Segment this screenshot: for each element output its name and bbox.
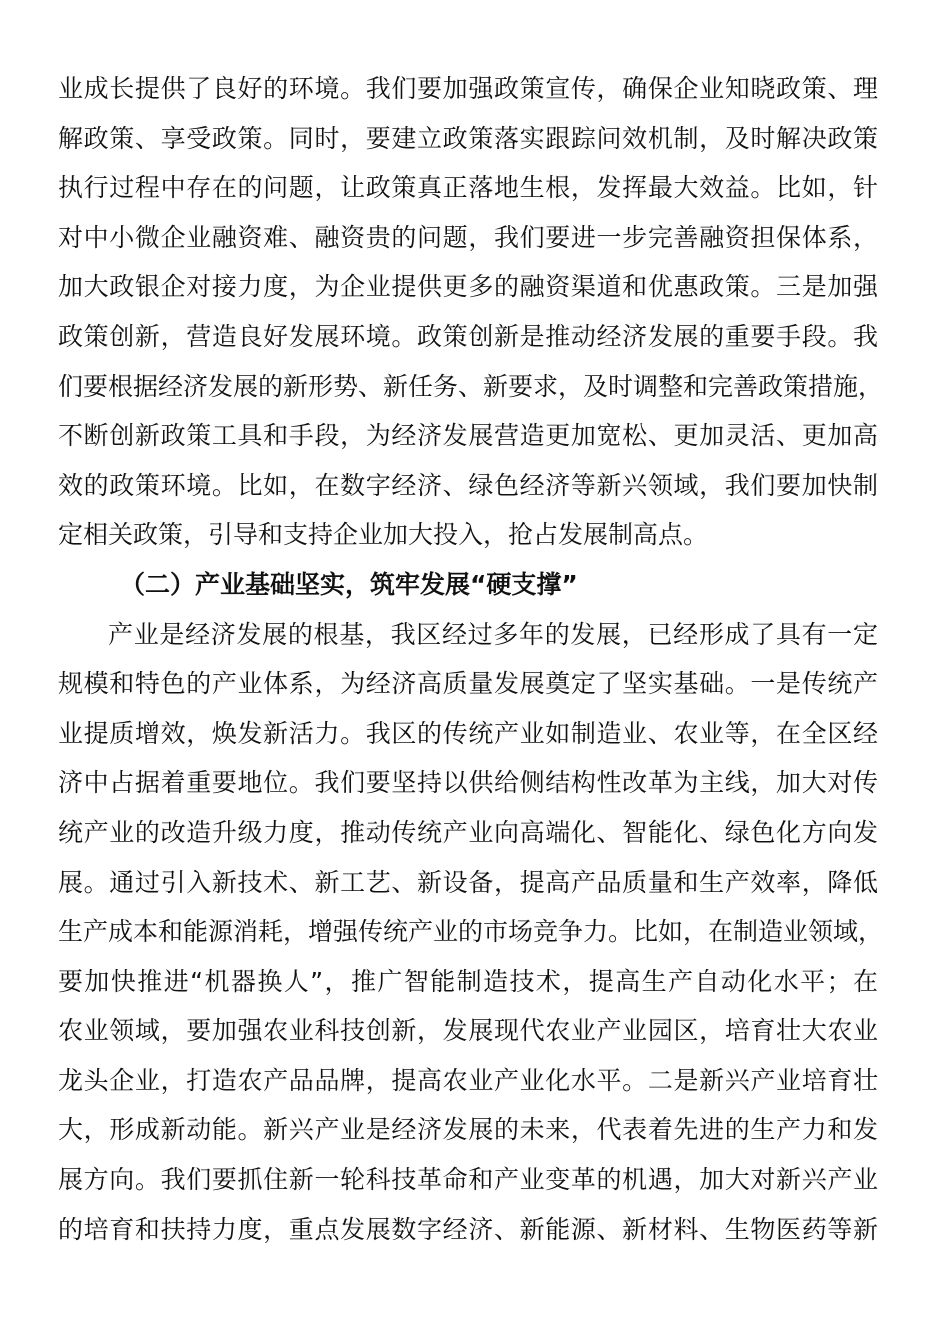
text-line: 统产业的改造升级力度，推动传统产业向高端化、智能化、绿色化方向发 <box>58 817 878 847</box>
text-line: 效的政策环境。比如，在数字经济、绿色经济等新兴领域，我们要加快制 <box>58 470 878 500</box>
text-line: 们要根据经济发展的新形势、新任务、新要求，及时调整和完善政策措施， <box>58 371 884 401</box>
text-line: 的培育和扶持力度，重点发展数字经济、新能源、新材料、生物医药等新 <box>58 1214 878 1244</box>
section-heading: （二）产业基础坚实，筑牢发展“硬支撑” <box>120 569 578 599</box>
text-line: 产业是经济发展的根基，我区经过多年的发展，已经形成了具有一定 <box>108 619 878 649</box>
text-line: 执行过程中存在的问题，让政策真正落地生根，发挥最大效益。比如，针 <box>58 173 878 203</box>
text-line: 龙头企业，打造农产品品牌，提高农业产业化水平。二是新兴产业培育壮 <box>58 1065 878 1095</box>
text-line: 业成长提供了良好的环境。我们要加强政策宣传，确保企业知晓政策、理 <box>58 74 878 103</box>
text-line: 农业领域，要加强农业科技创新，发展现代农业产业园区，培育壮大农业 <box>58 1016 878 1046</box>
text-line: 不断创新政策工具和手段，为经济发展营造更加宽松、更加灵活、更加高 <box>58 421 878 451</box>
document-body <box>58 64 884 1254</box>
text-line: 济中占据着重要地位。我们要坚持以供给侧结构性改革为主线，加大对传 <box>58 768 878 798</box>
text-line: 业提质增效，焕发新活力。我区的传统产业如制造业、农业等，在全区经 <box>58 718 878 748</box>
text-line: 对中小微企业融资难、融资贵的问题，我们要进一步完善融资担保体系， <box>58 222 878 252</box>
text-line: 大，形成新动能。新兴产业是经济发展的未来，代表着先进的生产力和发 <box>58 1115 878 1145</box>
text-line: 要加快推进“机器换人”，推广智能制造技术，提高生产自动化水平；在 <box>58 966 878 996</box>
text-line: 定相关政策，引导和支持企业加大投入，抢占发展制高点。 <box>58 520 709 550</box>
text-line: 加大政银企对接力度，为企业提供更多的融资渠道和优惠政策。三是加强 <box>58 272 878 302</box>
paragraph <box>58 610 884 1255</box>
text-line: 生产成本和能源消耗，增强传统产业的市场竞争力。比如，在制造业领域， <box>58 917 884 947</box>
text-line: 规模和特色的产业体系，为经济高质量发展奠定了坚实基础。一是传统产 <box>58 669 878 699</box>
paragraph <box>58 64 884 560</box>
text-line: 展方向。我们要抓住新一轮科技革命和产业变革的机遇，加大对新兴产业 <box>58 1165 878 1195</box>
text-line: 政策创新，营造良好发展环境。政策创新是推动经济发展的重要手段。我 <box>58 321 878 351</box>
text-line: 展。通过引入新技术、新工艺、新设备，提高产品质量和生产效率，降低 <box>58 867 878 897</box>
text-line: 解政策、享受政策。同时，要建立政策落实跟踪问效机制，及时解决政策 <box>58 123 878 153</box>
